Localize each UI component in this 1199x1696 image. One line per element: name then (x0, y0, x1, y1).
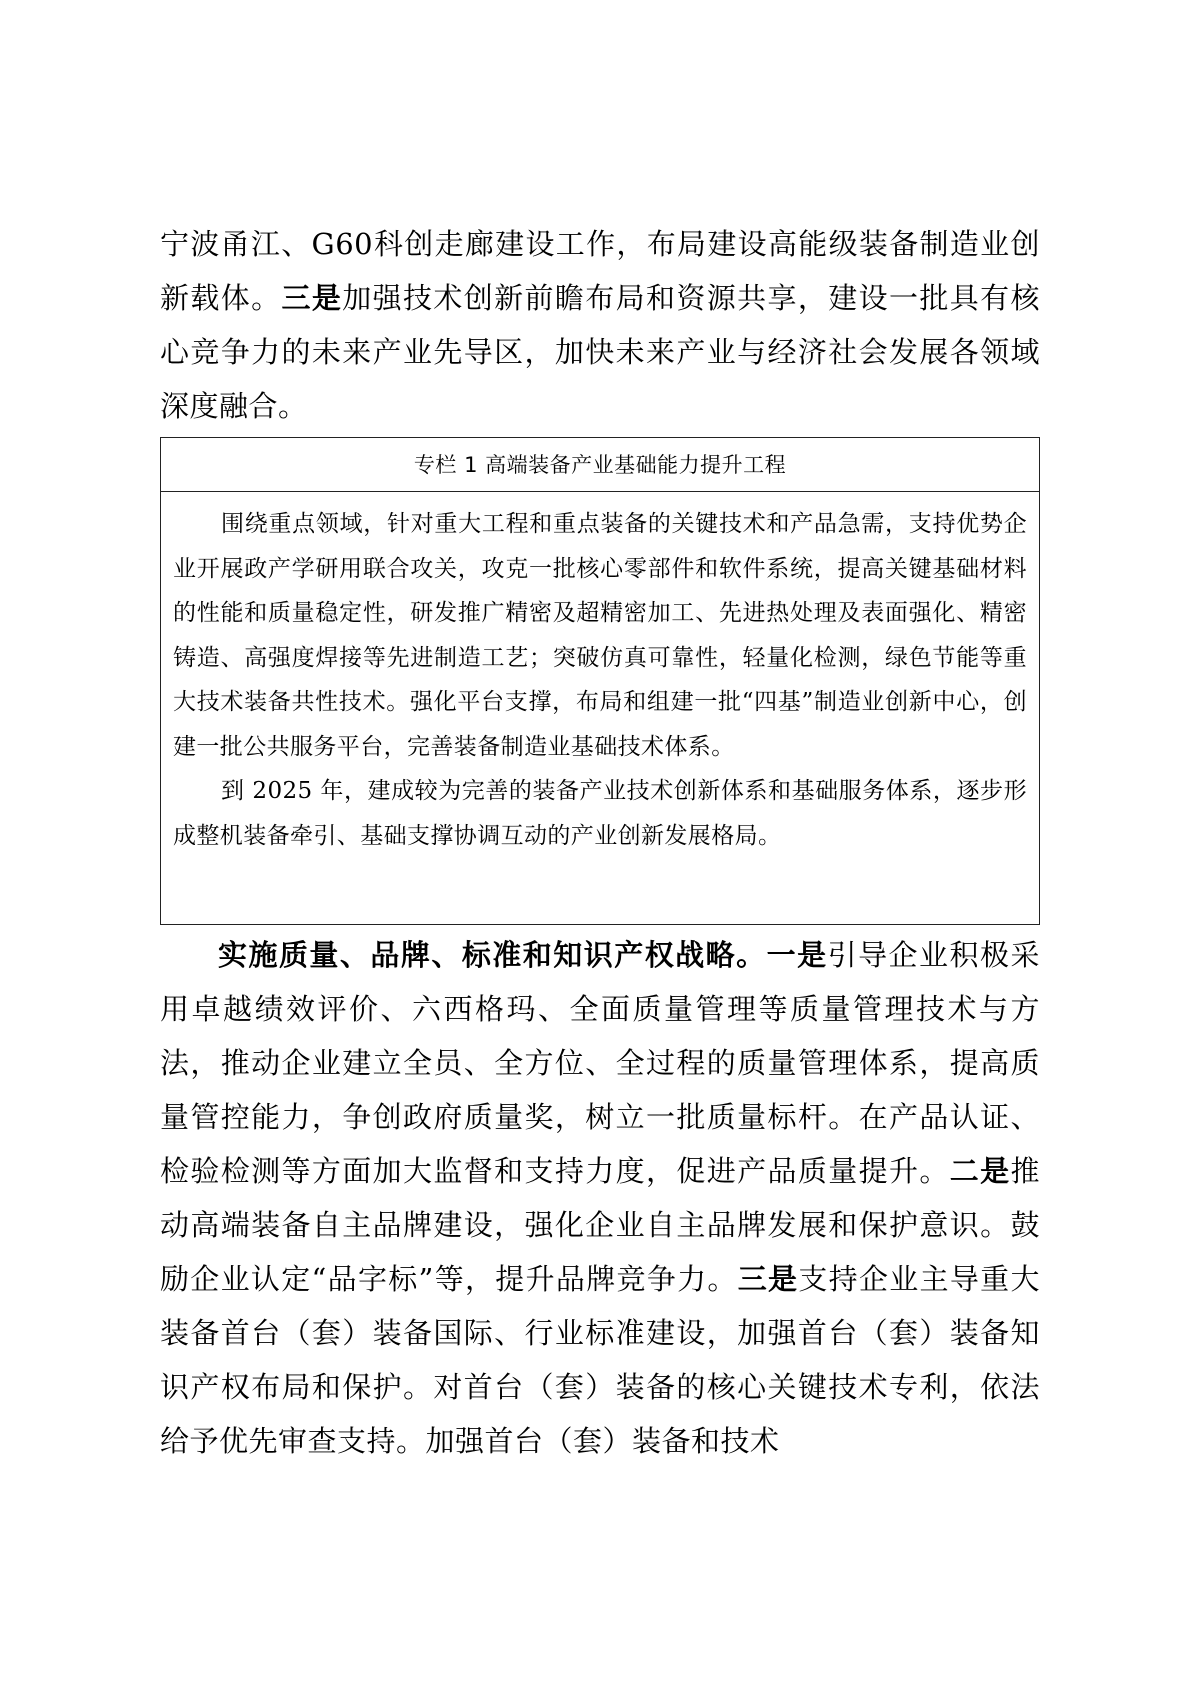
sidebar-box-paragraph: 围绕重点领域，针对重大工程和重点装备的关键技术和产品急需，支持优势企业开展政产学研用联合攻关，攻克一批核心零部件和软件系统，提高关键基础材料的性能和质量稳定性，研发推广精密及超精密加工、先进热处理及表面强化、精密铸造、高强度焊接等先进制造工艺；突破仿真可靠性，轻量化检测，绿色节能等重大技术装备共性技术。强化平台支撑，布局和组建一批“四基”制造业创新中心，创建一批公共服务平台，完善装备制造业基础技术体系。 (173, 511, 1027, 760)
bold-marker-third: 三是 (281, 281, 343, 315)
body-paragraph-quality-brand (160, 928, 1040, 1468)
sidebar-box-paragraph: 到 2025 年，建成较为完善的装备产业技术创新体系和基础服务体系，逐步形成整机装备牵引、基础支撑协调互动的产业创新发展格局。 (173, 778, 1027, 849)
body-paragraph-innovation (160, 217, 1040, 433)
paragraph-text: 宁波甬江、G60科创走廊建设工作，布局建设高能级装备制造业创新载体。 (160, 227, 1040, 315)
bold-marker-first: 一是 (766, 938, 828, 972)
bold-marker-second: 二是 (949, 1154, 1011, 1188)
paragraph-text: 推动高端装备自主品牌建设，强化企业自主品牌发展和保护意识。鼓励企业认定“品字标”等，提升品牌竞争力。 (160, 1154, 1040, 1296)
bold-marker-third: 三是 (737, 1262, 799, 1296)
paragraph-text: 加强技术创新前瞻布局和资源共享，建设一批具有核心竞争力的未来产业先导区，加快未来产业与经济社会发展各领域深度融合。 (160, 281, 1040, 423)
paragraph-text: 支持企业主导重大装备首台（套）装备国际、行业标准建设，加强首台（套）装备知识产权布局和保护。对首台（套）装备的核心关键技术专利，依法给予优先审查支持。加强首台（套）装备和技术 (160, 1262, 1040, 1458)
sidebar-box-title: 专栏 1 高端装备产业基础能力提升工程 (161, 438, 1039, 492)
sidebar-box-column-1 (160, 437, 1040, 925)
sidebar-box-body (161, 492, 1039, 858)
section-heading: 实施质量、品牌、标准和知识产权战略。 (218, 938, 767, 972)
paragraph-text: 引导企业积极采用卓越绩效评价、六西格玛、全面质量管理等质量管理技术与方法，推动企业建立全员、全方位、全过程的质量管理体系，提高质量管控能力，争创政府质量奖，树立一批质量标杆。在产品认证、检验检测等方面加大监督和支持力度，促进产品质量提升。 (160, 938, 1040, 1188)
